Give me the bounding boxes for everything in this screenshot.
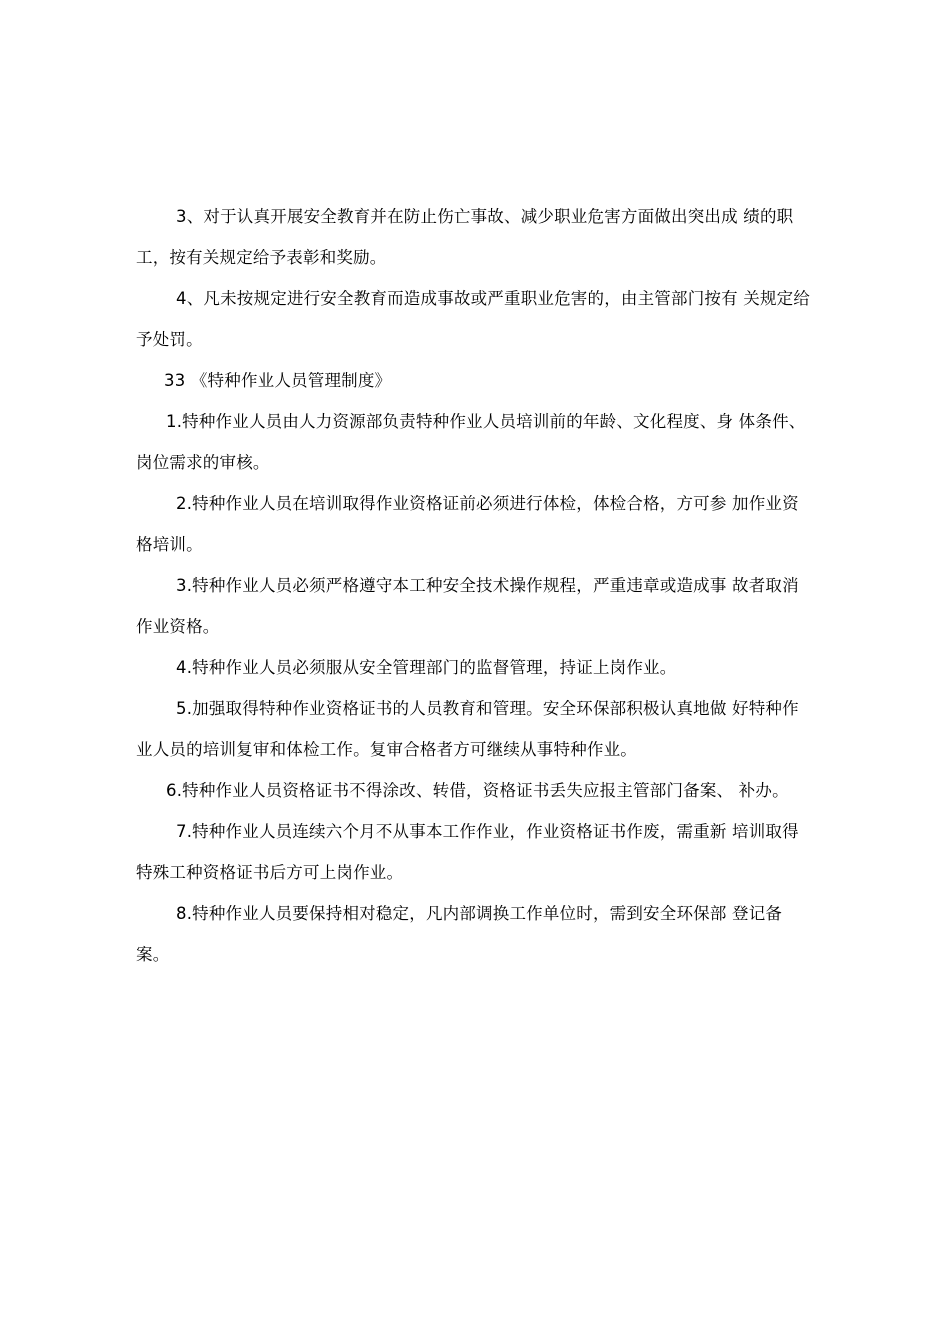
paragraph-3-commendation: 3、对于认真开展安全教育并在防止伤亡事故、减少职业危害方面做出突出成 绩的职工，按有关规定给予表彰和奖励。: [136, 207, 794, 267]
rule-2: 2.特种作业人员在培训取得作业资格证前必须进行体检，体检合格，方可参 加作业资格培训。: [136, 494, 799, 554]
rule-4: 4.特种作业人员必须服从安全管理部门的监督管理，持证上岗作业。: [176, 658, 677, 677]
rule-7: 7.特种作业人员连续六个月不从事本工作作业，作业资格证书作废，需重新 培训取得特殊工种资格证书后方可上岗作业。: [136, 822, 799, 882]
document-body: [136, 196, 812, 975]
rule-1: 1.特种作业人员由人力资源部负责特种作业人员培训前的年龄、文化程度、身 体条件、岗位需求的审核。: [136, 412, 806, 472]
rule-8: 8.特种作业人员要保持相对稳定，凡内部调换工作单位时，需到安全环保部 登记备案。: [136, 904, 783, 964]
rule-6: 6.特种作业人员资格证书不得涂改、转借，资格证书丢失应报主管部门备案、 补办。: [166, 781, 789, 800]
paragraph-4-penalty: 4、凡未按规定进行安全教育而造成事故或严重职业危害的，由主管部门按有 关规定给予处罚。: [136, 289, 811, 349]
rule-5: 5.加强取得特种作业资格证书的人员教育和管理。安全环保部积极认真地做 好特种作业人员的培训复审和体检工作。复审合格者方可继续从事特种作业。: [136, 699, 799, 759]
section-heading: 33 《特种作业人员管理制度》: [164, 371, 392, 390]
rule-3: 3.特种作业人员必须严格遵守本工种安全技术操作规程，严重违章或造成事 故者取消作业资格。: [136, 576, 799, 636]
